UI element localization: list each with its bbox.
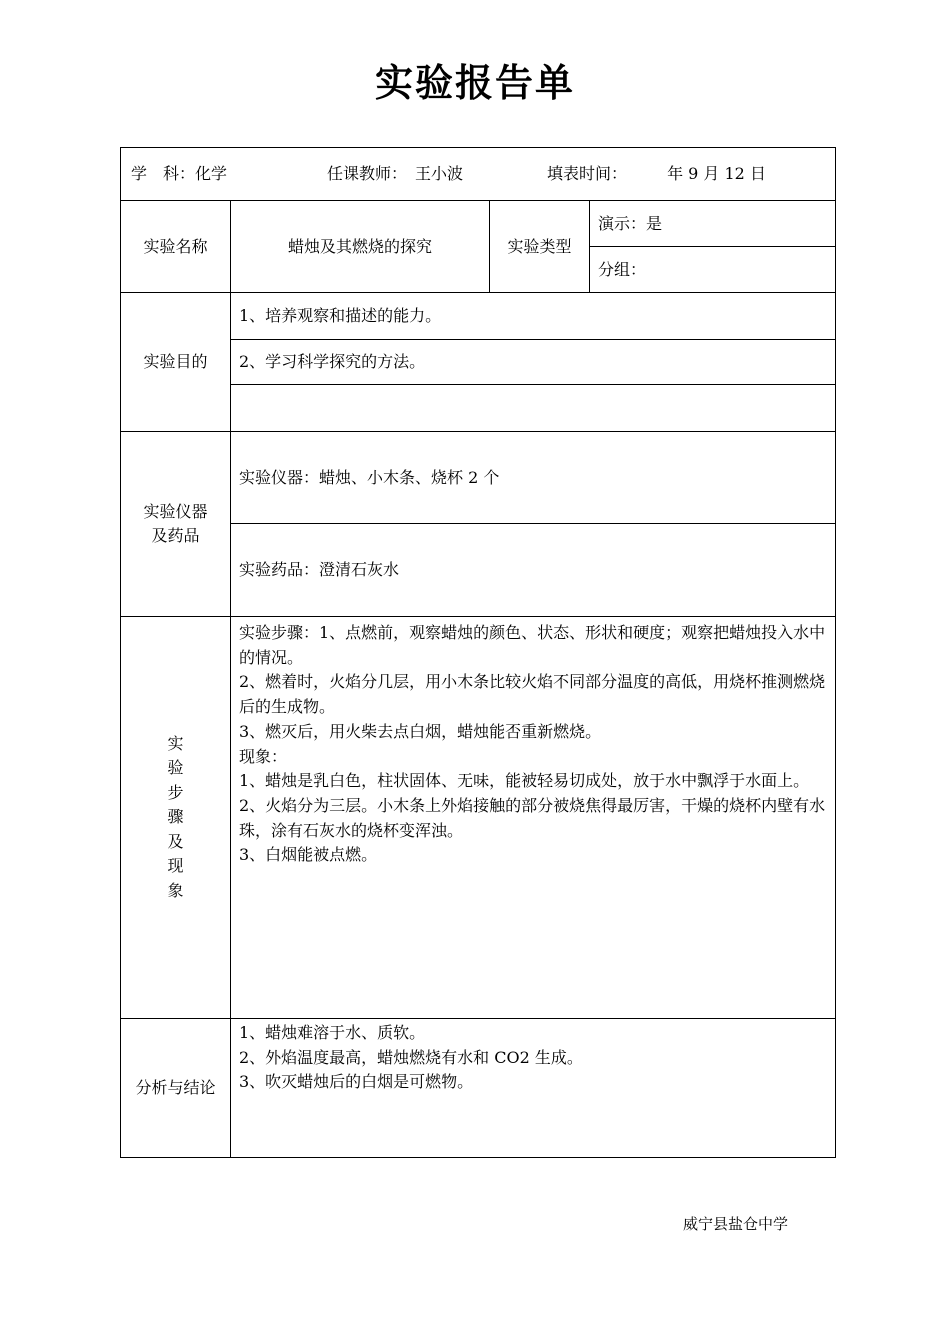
experiment-group-cell: 分组： [590, 247, 836, 293]
teacher-label: 任课教师： [327, 164, 408, 183]
steps-content [231, 617, 836, 1019]
teacher-name: 王小波 [415, 164, 464, 183]
steps-label-char: 现 [167, 856, 184, 876]
school-name-footer: 威宁县盐仓中学 [683, 1215, 789, 1233]
steps-label-char: 实 [167, 733, 184, 753]
steps-label-vertical [129, 732, 222, 904]
steps-line: 2、燃着时，火焰分几层，用小木条比较火焰不同部分温度的高低，用烧杯推测燃烧后的生成物。 [239, 672, 826, 717]
materials-label [121, 432, 231, 617]
phenomena-line: 3、白烟能被点燃。 [239, 845, 378, 865]
steps-label [121, 617, 231, 1019]
conclusion-label: 分析与结论 [121, 1019, 231, 1158]
experiment-type-label: 实验类型 [490, 201, 590, 293]
info-cell [121, 148, 836, 201]
steps-label-char: 步 [167, 782, 184, 802]
conclusion-content [231, 1019, 836, 1158]
steps-row [121, 617, 836, 1019]
conclusion-row [121, 1019, 836, 1158]
experiment-row-1 [121, 201, 836, 247]
conclusion-line: 3、吹灭蜡烛后的白烟是可燃物。 [239, 1072, 474, 1091]
purpose-item-1: 1、培养观察和描述的能力。 [231, 293, 836, 340]
info-line [131, 162, 827, 186]
purpose-row-1 [121, 293, 836, 340]
steps-line: 实验步骤：1、点燃前，观察蜡烛的颜色、状态、形状和硬度；观察把蜡烛投入水中的情况。 [239, 623, 826, 667]
materials-row-1 [121, 432, 836, 524]
steps-label-char: 骤 [167, 807, 184, 827]
experiment-name-value: 蜡烛及其燃烧的探究 [231, 201, 490, 293]
reagents-cell: 实验药品：澄清石灰水 [231, 524, 836, 617]
report-table [120, 147, 836, 1158]
info-row [121, 148, 836, 201]
phenomena-heading: 现象： [239, 746, 288, 766]
experiment-demo-cell: 演示：是 [590, 201, 836, 247]
instruments-cell: 实验仪器：蜡烛、小木条、烧杯 2 个 [231, 432, 836, 524]
page-title: 实验报告单 [374, 60, 575, 105]
purpose-label: 实验目的 [121, 293, 231, 432]
experiment-name-label: 实验名称 [121, 201, 231, 293]
steps-label-char: 象 [167, 880, 184, 900]
conclusion-line: 1、蜡烛难溶于水、质软。 [239, 1023, 426, 1042]
steps-line: 3、燃灭后，用火柴去点白烟，蜡烛能否重新燃烧。 [239, 721, 602, 741]
purpose-item-2: 2、学习科学探究的方法。 [231, 340, 836, 385]
date-value: 年 9 月 12 日 [667, 164, 766, 183]
conclusion-line: 2、外焰温度最高，蜡烛燃烧有水和 CO2 生成。 [239, 1047, 583, 1067]
purpose-item-3 [231, 385, 836, 432]
phenomena-line: 2、火焰分为三层。小木条上外焰接触的部分被烧焦得最厉害，干燥的烧杯内壁有水珠，涂有石灰水的烧杯变浑浊。 [239, 795, 826, 840]
steps-label-char: 及 [167, 831, 184, 851]
materials-label-line-2: 及药品 [151, 526, 200, 545]
subject-text: 学 科：化学 [131, 164, 228, 183]
materials-label-line-1: 实验仪器 [143, 502, 208, 521]
date-label: 填表时间： [547, 164, 628, 183]
steps-label-char: 验 [167, 758, 184, 778]
phenomena-line: 1、蜡烛是乳白色，柱状固体、无味，能被轻易切成处，放于水中飘浮于水面上。 [239, 771, 810, 791]
